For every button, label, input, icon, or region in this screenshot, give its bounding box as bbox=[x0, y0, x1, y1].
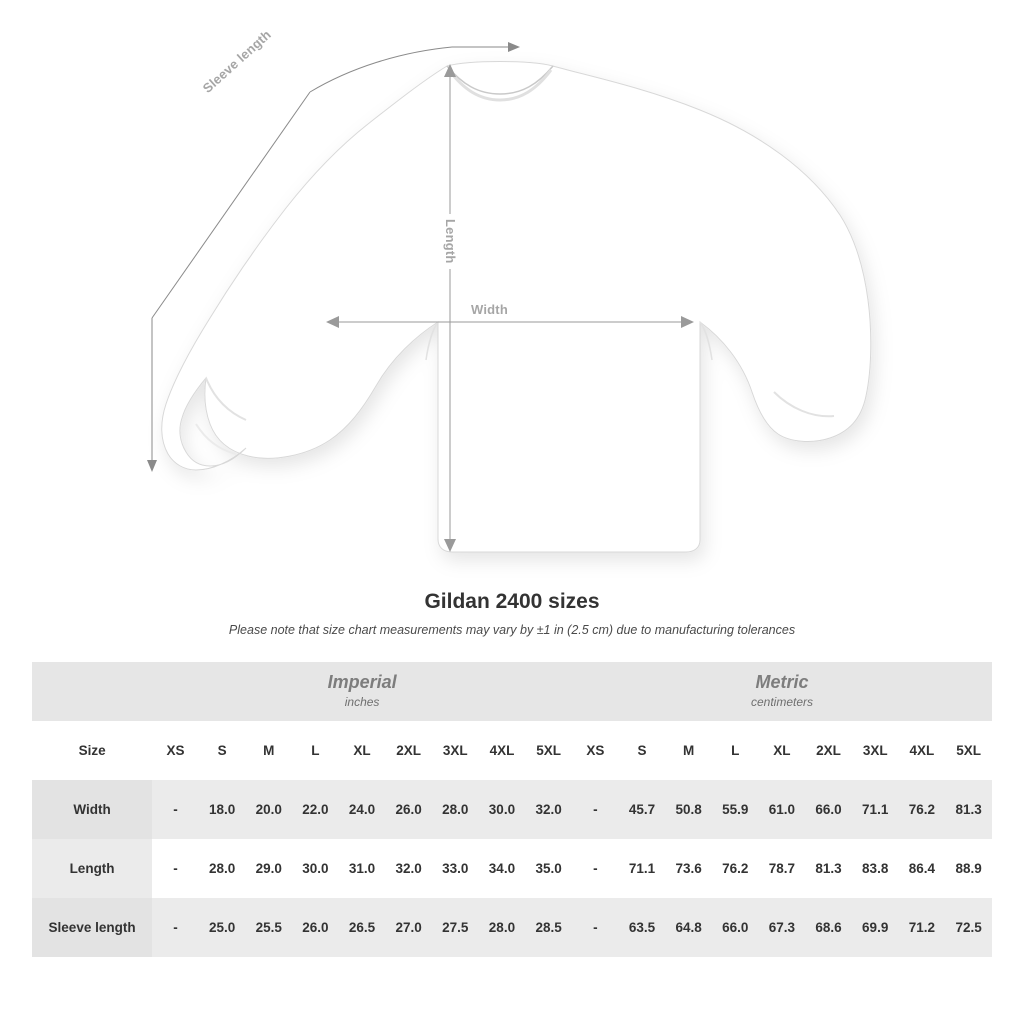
size-chart-table bbox=[32, 662, 992, 957]
cell-sleeve-imperial-4xl: 28.0 bbox=[479, 898, 526, 957]
cell-width-imperial-3xl: 28.0 bbox=[432, 780, 479, 839]
cell-length-imperial-l: 30.0 bbox=[292, 839, 339, 898]
cell-length-imperial-2xl: 32.0 bbox=[385, 839, 432, 898]
cell-width-imperial-l: 22.0 bbox=[292, 780, 339, 839]
size-chart-table-wrap bbox=[32, 662, 992, 957]
cell-sleeve-metric-4xl: 71.2 bbox=[899, 898, 946, 957]
col-head-imperial-5xl: 5XL bbox=[525, 721, 572, 780]
cell-sleeve-imperial-xs: - bbox=[152, 898, 199, 957]
col-head-imperial-xs: XS bbox=[152, 721, 199, 780]
col-head-metric-xl: XL bbox=[759, 721, 806, 780]
unit-head-imperial bbox=[152, 662, 572, 721]
col-head-metric-s: S bbox=[619, 721, 666, 780]
unit-name-imperial: Imperial bbox=[327, 671, 397, 692]
cell-sleeve-metric-xl: 67.3 bbox=[759, 898, 806, 957]
cell-width-imperial-m: 20.0 bbox=[245, 780, 292, 839]
cell-width-metric-2xl: 66.0 bbox=[805, 780, 852, 839]
col-head-imperial-m: M bbox=[245, 721, 292, 780]
cell-length-metric-xl: 78.7 bbox=[759, 839, 806, 898]
col-head-metric-xs: XS bbox=[572, 721, 619, 780]
cell-sleeve-metric-s: 63.5 bbox=[619, 898, 666, 957]
col-head-imperial-2xl: 2XL bbox=[385, 721, 432, 780]
cell-sleeve-imperial-3xl: 27.5 bbox=[432, 898, 479, 957]
cell-sleeve-metric-5xl: 72.5 bbox=[945, 898, 992, 957]
size-header-label: Size bbox=[32, 721, 152, 780]
unit-head-metric bbox=[572, 662, 992, 721]
cell-sleeve-metric-2xl: 68.6 bbox=[805, 898, 852, 957]
cell-sleeve-imperial-xl: 26.5 bbox=[339, 898, 386, 957]
col-head-imperial-xl: XL bbox=[339, 721, 386, 780]
col-head-metric-5xl: 5XL bbox=[945, 721, 992, 780]
cell-sleeve-metric-m: 64.8 bbox=[665, 898, 712, 957]
cell-sleeve-imperial-5xl: 28.5 bbox=[525, 898, 572, 957]
cell-width-imperial-xl: 24.0 bbox=[339, 780, 386, 839]
cell-length-metric-xs: - bbox=[572, 839, 619, 898]
row-label-width: Width bbox=[32, 780, 152, 839]
cell-width-metric-s: 45.7 bbox=[619, 780, 666, 839]
cell-length-imperial-3xl: 33.0 bbox=[432, 839, 479, 898]
cell-width-metric-xs: - bbox=[572, 780, 619, 839]
table-row bbox=[32, 898, 992, 957]
cell-width-metric-5xl: 81.3 bbox=[945, 780, 992, 839]
cell-sleeve-imperial-s: 25.0 bbox=[199, 898, 246, 957]
col-head-metric-l: L bbox=[712, 721, 759, 780]
tolerance-note: Please note that size chart measurements may vary by ±1 in (2.5 cm) due to manufacturing tolerances bbox=[228, 623, 796, 637]
cell-length-imperial-4xl: 34.0 bbox=[479, 839, 526, 898]
row-label-length: Length bbox=[32, 839, 152, 898]
sleeve-arrow-head-top bbox=[508, 42, 520, 52]
unit-sub-metric: centimeters bbox=[751, 695, 814, 710]
cell-sleeve-metric-3xl: 69.9 bbox=[852, 898, 899, 957]
cell-sleeve-imperial-2xl: 27.0 bbox=[385, 898, 432, 957]
unit-head-spacer bbox=[32, 662, 152, 721]
col-head-metric-m: M bbox=[665, 721, 712, 780]
cell-sleeve-imperial-l: 26.0 bbox=[292, 898, 339, 957]
cell-width-metric-3xl: 71.1 bbox=[852, 780, 899, 839]
table-row bbox=[32, 780, 992, 839]
size-header-row bbox=[32, 721, 992, 780]
table-row bbox=[32, 839, 992, 898]
cell-width-imperial-4xl: 30.0 bbox=[479, 780, 526, 839]
cell-length-metric-l: 76.2 bbox=[712, 839, 759, 898]
cell-length-imperial-5xl: 35.0 bbox=[525, 839, 572, 898]
cell-sleeve-metric-l: 66.0 bbox=[712, 898, 759, 957]
cell-length-imperial-xl: 31.0 bbox=[339, 839, 386, 898]
col-head-metric-4xl: 4XL bbox=[899, 721, 946, 780]
unit-group-row bbox=[32, 662, 992, 721]
cell-length-metric-5xl: 88.9 bbox=[945, 839, 992, 898]
cell-width-imperial-5xl: 32.0 bbox=[525, 780, 572, 839]
cell-length-imperial-xs: - bbox=[152, 839, 199, 898]
cell-length-imperial-s: 28.0 bbox=[199, 839, 246, 898]
sleeve-length-dimension-label: Sleeve length bbox=[196, 23, 278, 99]
cell-length-metric-m: 73.6 bbox=[665, 839, 712, 898]
shirt-shape bbox=[162, 62, 871, 553]
cell-length-metric-2xl: 81.3 bbox=[805, 839, 852, 898]
cell-length-imperial-m: 29.0 bbox=[245, 839, 292, 898]
cell-width-metric-4xl: 76.2 bbox=[899, 780, 946, 839]
cell-width-metric-l: 55.9 bbox=[712, 780, 759, 839]
cell-width-metric-m: 50.8 bbox=[665, 780, 712, 839]
cell-sleeve-metric-xs: - bbox=[572, 898, 619, 957]
page-title: Gildan 2400 sizes bbox=[424, 590, 600, 613]
title-block bbox=[0, 590, 1024, 637]
cell-length-metric-s: 71.1 bbox=[619, 839, 666, 898]
sleeve-arrow-head-bottom bbox=[147, 460, 157, 472]
cell-width-imperial-s: 18.0 bbox=[199, 780, 246, 839]
cell-length-metric-4xl: 86.4 bbox=[899, 839, 946, 898]
col-head-imperial-l: L bbox=[292, 721, 339, 780]
cell-width-imperial-2xl: 26.0 bbox=[385, 780, 432, 839]
width-dimension-label: Width bbox=[466, 302, 513, 317]
col-head-imperial-4xl: 4XL bbox=[479, 721, 526, 780]
cell-length-metric-3xl: 83.8 bbox=[852, 839, 899, 898]
length-dimension-label: Length bbox=[443, 214, 458, 269]
col-head-imperial-s: S bbox=[199, 721, 246, 780]
col-head-metric-3xl: 3XL bbox=[852, 721, 899, 780]
col-head-imperial-3xl: 3XL bbox=[432, 721, 479, 780]
unit-sub-imperial: inches bbox=[344, 695, 380, 710]
row-label-sleeve-length: Sleeve length bbox=[32, 898, 152, 957]
cell-width-imperial-xs: - bbox=[152, 780, 199, 839]
unit-name-metric: Metric bbox=[755, 671, 809, 692]
col-head-metric-2xl: 2XL bbox=[805, 721, 852, 780]
cell-sleeve-imperial-m: 25.5 bbox=[245, 898, 292, 957]
cell-width-metric-xl: 61.0 bbox=[759, 780, 806, 839]
